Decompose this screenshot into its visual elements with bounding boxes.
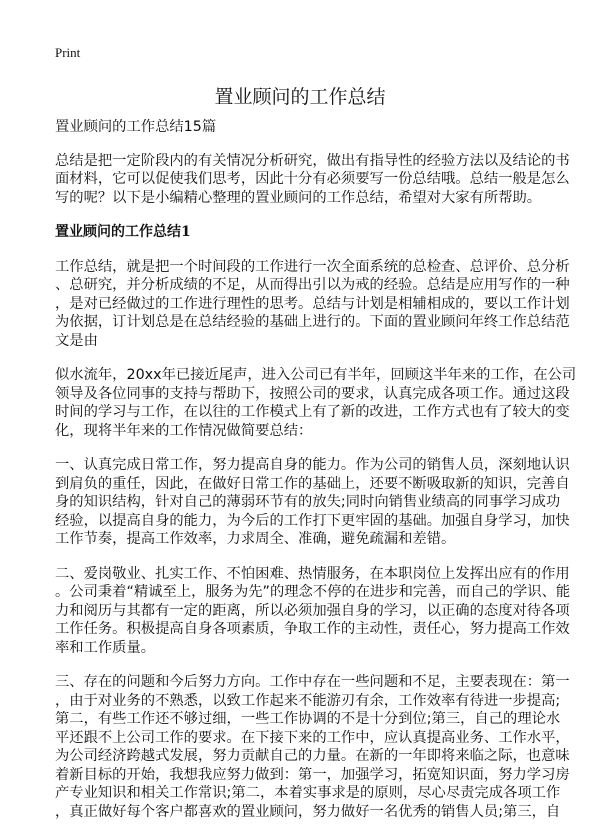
text-line: 为公司经济跨越式发展，努力贡献自己的力量。在新的一年即将来临之际，也意味	[55, 748, 570, 764]
text-line: 似水流年，20xx年已接近尾声，进入公司已有半年，回顾这半年来的工作，在公司	[55, 367, 577, 383]
text-line: 一、认真完成日常工作，努力提高自身的能力。作为公司的销售人员，深刻地认识	[55, 457, 570, 473]
body-paragraph	[55, 456, 570, 549]
intro-paragraph	[55, 152, 570, 208]
text-line: 面材料，它可以促使我们思考，因此十分有必须要写一份总结哦。总结一般是怎么	[55, 171, 570, 187]
text-line: ，由于对业务的不熟悉，以致工作起来不能游刃有余，工作效率有待进一步提高;	[55, 692, 561, 709]
text-line: 文是由	[55, 332, 98, 349]
text-line: 、总研究，并分析成绩的不足，从而得出引以为戒的经验。总结是应用写作的一种	[55, 277, 570, 293]
text-line: 领导及各位同事的支持与帮助下，按照公司的要求，认真完成各项工作。通过这段	[55, 385, 570, 402]
text-line: 身的知识结构，针对自己的薄弱环节有的放失;同时向销售业绩高的同事学习成功	[55, 494, 561, 510]
text-line: 到肩负的重任，因此，在做好日常工作的基础上，还要不断吸取新的知识，完善自	[55, 475, 570, 492]
body-paragraph	[55, 366, 577, 440]
text-line: ，真正做好每个客户都喜欢的置业顾问，努力做好一名优秀的销售人员;第三，自	[55, 803, 561, 820]
text-line: 写的呢？以下是小编精心整理的置业顾问的工作总结，希望对大家有所帮助。	[55, 189, 542, 206]
section-paragraphs	[55, 258, 577, 822]
text-line: 工作任务。积极提高自身各项素质，争取工作的主动性，责任心，努力提高工作效	[55, 621, 570, 637]
text-line: 力和阅历与其都有一定的距离，所以必须加强自身的学习，以正确的态度对待各项	[55, 602, 570, 619]
section-heading: 置业顾问的工作总结1	[55, 224, 191, 240]
page-title: 置业顾问的工作总结	[214, 86, 386, 108]
text-line: 三、存在的问题和今后努力方向。工作中存在一些问题和不足，主要表现在：第一	[55, 674, 570, 690]
text-line: 时间的学习与工作，在以往的工作模式上有了新的改进，工作方式也有了较大的变	[55, 404, 570, 420]
body-paragraph	[55, 565, 571, 658]
body-paragraph	[55, 258, 570, 351]
text-line: 工作节奏，提高工作效率，力求周全、准确，避免疏漏和差错。	[55, 531, 456, 547]
text-line: 工作总结，就是把一个时间段的工作进行一次全面系统的总检查、总评价、总分析	[55, 258, 570, 275]
text-line: 化，现将半年来的工作情况做简要总结：	[55, 422, 313, 439]
text-line: 着新目标的开始，我想我应努力做到：第一，加强学习，拓宽知识面，努力学习房	[55, 766, 570, 783]
text-line: 为依据，订计划总是在总结经验的基础上进行的。下面的置业顾问年终工作总结范	[55, 314, 570, 330]
text-line: ，是对已经做过的工作进行理性的思考。总结与计划是相辅相成的，要以工作计划	[55, 295, 570, 312]
body-paragraph	[55, 673, 570, 821]
text-line: 。公司秉着“精诚至上，服务为先”的理念不停的在进步和完善，而自己的学识、能	[55, 584, 571, 600]
text-line: 二、爱岗敬业、扎实工作、不怕困难、热情服务，在本职岗位上发挥出应有的作用	[55, 565, 570, 582]
text-line: 产专业知识和相关工作常识;第二，本着实事求是的原则，尽心尽责完成各项工作	[55, 785, 561, 801]
text-line: 平还跟不上公司工作的要求。在下接下来的工作中，应认真提高业务、工作水平，	[55, 729, 570, 746]
document-subtitle: 置业顾问的工作总结15篇	[55, 119, 217, 135]
text-line: 第二，有些工作还不够过细，一些工作协调的不是十分到位;第三，自己的理论水	[55, 711, 561, 727]
text-line: 经验，以提高自身的能力，为今后的工作打下更牢固的基础。加强自身学习，加快	[55, 512, 570, 529]
text-line: 总结是把一定阶段内的有关情况分析研究，做出有指导性的经验方法以及结论的书	[55, 152, 570, 169]
document-body	[55, 118, 577, 837]
text-line: 率和工作质量。	[55, 639, 156, 656]
print-label: Print	[55, 45, 81, 60]
